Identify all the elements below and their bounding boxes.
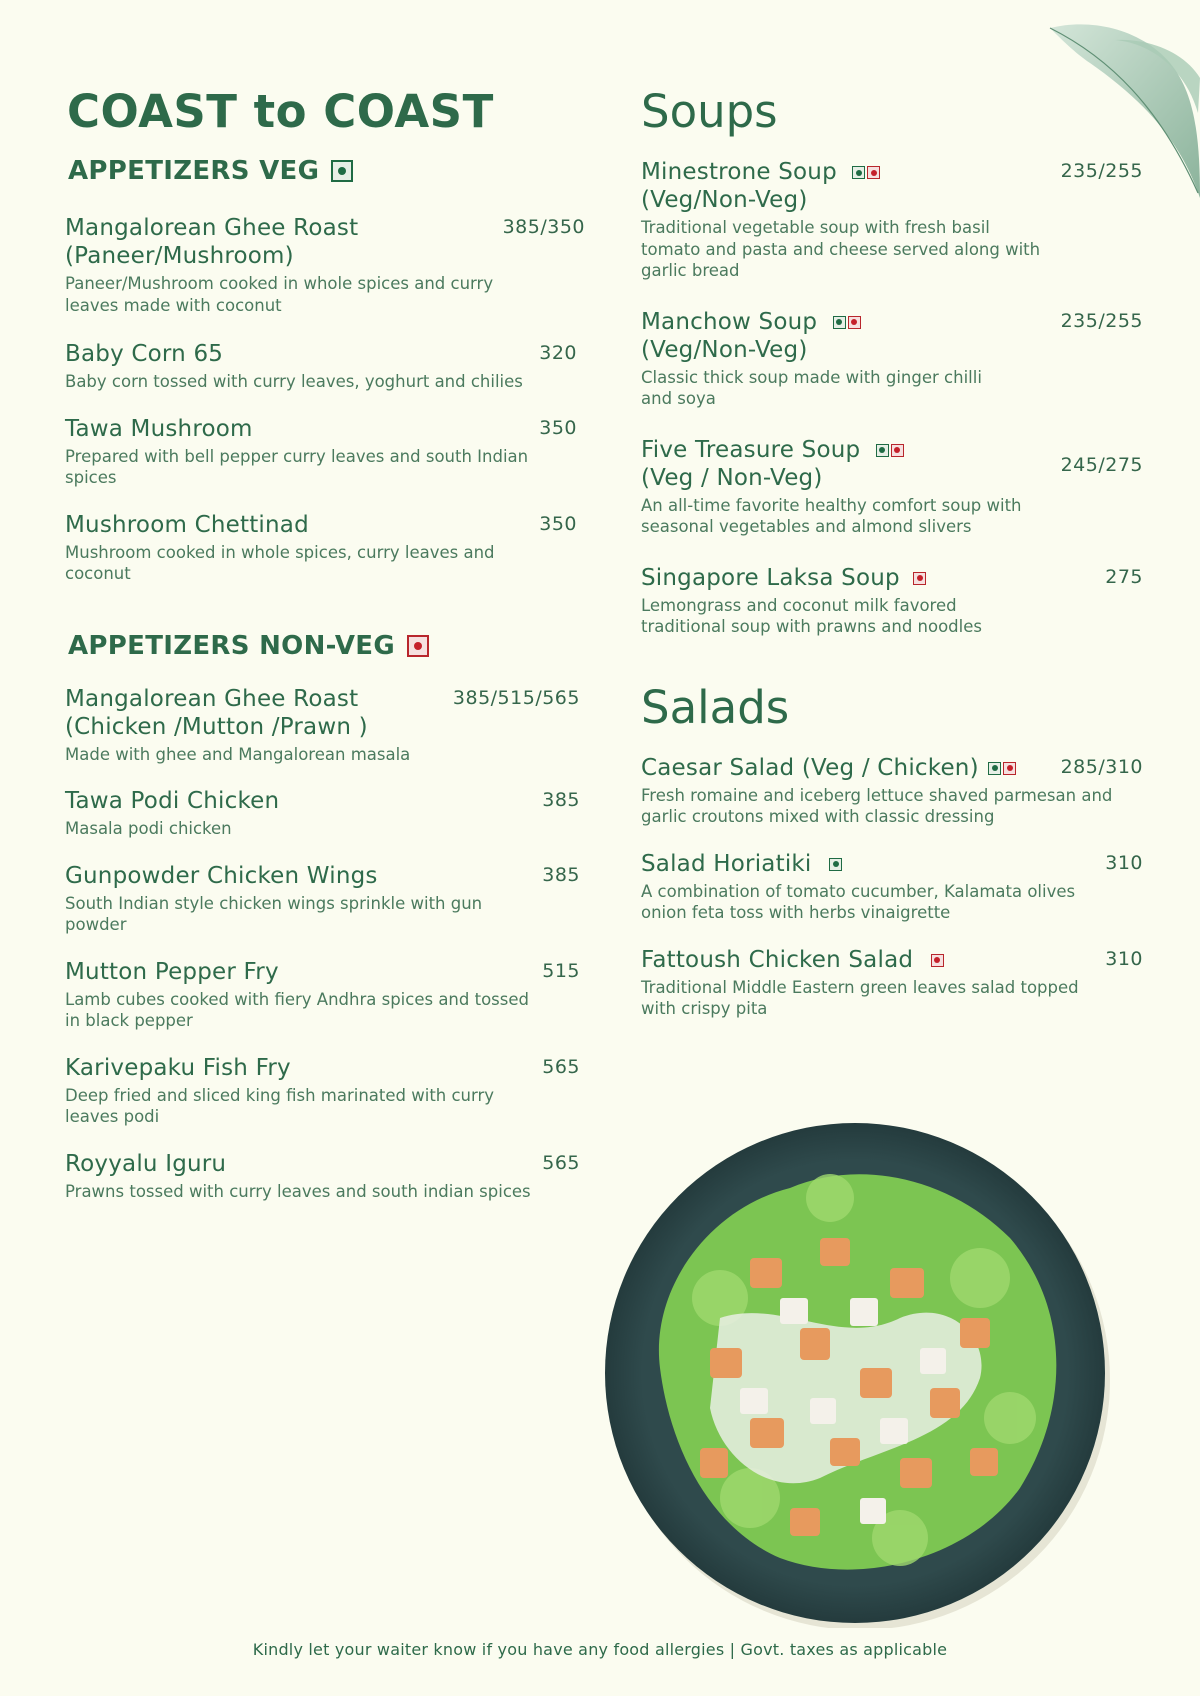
item-price: 235/255 [1060,160,1143,182]
non-veg-icon [891,444,904,457]
item-description: Lemongrass and coconut milk favored traditional soup with prawns and noodles [641,595,982,636]
diet-icons [876,444,904,457]
caesar-salad-plate-image [600,1118,1110,1628]
left-column [65,80,585,1202]
menu-item [65,214,585,316]
item-name-line1: Five Treasure Soup [641,436,861,463]
menu-item [641,436,1141,538]
item-name: Royyalu Iguru [65,1150,227,1177]
menu-item [65,958,580,1032]
item-price: 515 [542,959,580,982]
item-description: Masala podi chicken [65,819,232,838]
item-name: Baby Corn 65 [65,341,224,367]
menu-item [65,511,575,585]
non-veg-icon [407,635,429,657]
item-description: Classic thick soup made with ginger chilli and soya [641,367,982,408]
item-price: 350 [539,512,577,535]
item-name: Mangalorean Ghee Roast (Chicken /Mutton /Prawn ) [65,685,368,740]
menu-item [641,564,1141,638]
item-description: Traditional Middle Eastern green leaves salad topped with crispy pita [641,977,1079,1018]
item-name-line2: (Veg/Non-Veg) [641,336,808,363]
item-description: Paneer/Mushroom cooked in whole spices and curry leaves made with coconut [65,274,494,315]
item-price: 275 [1105,565,1143,588]
item-name-line1: Manchow Soup [641,308,818,335]
item-price: 565 [542,1055,580,1078]
non-veg-icon [931,954,944,967]
item-price: 385/515/565 [452,686,580,709]
veg-icon [852,166,865,179]
footer-note: Kindly let your waiter know if you have any food allergies | Govt. taxes as applicable [252,1640,948,1659]
item-description: Prepared with bell pepper curry leaves and south Indian spices [65,446,529,487]
menu-item [65,415,575,489]
non-veg-icon [1003,762,1016,775]
item-name [641,946,1141,974]
item-name-line2: (Veg/Non-Veg) [641,187,808,213]
section-heading-text: APPETIZERS NON-VEG [68,630,395,661]
item-description: Fresh romaine and iceberg lettuce shaved parmesan and garlic croutons mixed with classic dressing [641,785,1113,826]
item-description: Baby corn tossed with curry leaves, yoghurt and chilies [65,372,523,391]
item-name: Mushroom Chettinad [65,511,309,538]
item-name-text: Fattoush Chicken Salad [641,946,914,973]
item-description: Made with ghee and Mangalorean masala [65,744,411,764]
section-title-soups: Soups [641,85,778,138]
item-price: 385/350 [502,216,585,238]
section-heading-appetizers-veg [68,156,575,186]
diet-icons [988,762,1016,775]
item-price: 285/310 [1060,755,1143,778]
diet-icons [852,166,880,179]
menu-item [641,850,1141,924]
item-description: Lamb cubes cooked with fiery Andhra spices and tossed in black pepper [65,989,529,1030]
non-veg-icon [848,316,861,329]
veg-icon [876,444,889,457]
non-veg-icon [913,572,926,585]
non-veg-icon [867,166,880,179]
item-name [641,564,1141,592]
item-description: Deep fried and sliced king fish marinated with curry leaves podi [65,1085,495,1126]
item-price: 565 [542,1151,580,1174]
item-description: A combination of tomato cucumber, Kalamata olives onion feta toss with herbs vinaigrette [641,881,1076,922]
item-price: 350 [539,416,577,439]
menu-item [641,754,1141,828]
veg-icon [988,762,1001,775]
item-price: 385 [542,789,580,811]
item-price: 310 [1105,947,1143,970]
menu-item [641,946,1141,1020]
section-heading-appetizers-nonveg [68,631,575,661]
veg-icon [331,160,353,182]
restaurant-title: COAST to COAST [67,85,494,138]
item-price: 320 [539,342,577,364]
item-price: 235/255 [1060,309,1143,332]
veg-icon [833,316,846,329]
item-name: Mutton Pepper Fry [65,958,279,985]
item-description: Mushroom cooked in whole spices, curry leaves and coconut [65,542,495,583]
section-heading-text: APPETIZERS VEG [68,156,320,186]
section-title-salads: Salads [641,680,790,734]
right-column [641,80,1141,1020]
item-description: An all-time favorite healthy comfort soup with seasonal vegetables and almond slivers [641,495,1022,536]
menu-item [65,1054,580,1128]
item-name: Tawa Podi Chicken [65,788,280,814]
item-description: Prawns tossed with curry leaves and south indian spices [65,1181,531,1201]
item-name-line2: (Veg / Non-Veg) [641,464,823,491]
item-description: South Indian style chicken wings sprinkle with gun powder [65,893,483,934]
item-name-line1: Singapore Laksa Soup [641,564,900,591]
menu-item [641,308,1141,410]
item-name-text: Salad Horiatiki [641,850,812,877]
item-name-text: Caesar Salad (Veg / Chicken) [641,754,979,781]
item-price: 245/275 [1060,453,1143,476]
menu-item [65,340,575,393]
item-name: Mangalorean Ghee Roast (Paneer/Mushroom) [65,215,359,269]
item-price: 310 [1105,851,1143,874]
item-name-line1: Minestrone Soup [641,159,837,185]
item-name: Karivepaku Fish Fry [65,1054,291,1081]
item-name: Gunpowder Chicken Wings [65,862,378,889]
item-description: Traditional vegetable soup with fresh basil tomato and pasta and cheese served along with garlic bread [641,218,1041,280]
menu-item [65,862,580,936]
menu-item [65,787,580,840]
veg-icon [829,858,842,871]
menu-item [65,685,580,766]
diet-icons [833,316,861,329]
item-name: Tawa Mushroom [65,415,253,442]
item-price: 385 [542,863,580,886]
menu-item [641,158,1141,282]
menu-item [65,1150,580,1203]
item-name [641,850,1141,878]
